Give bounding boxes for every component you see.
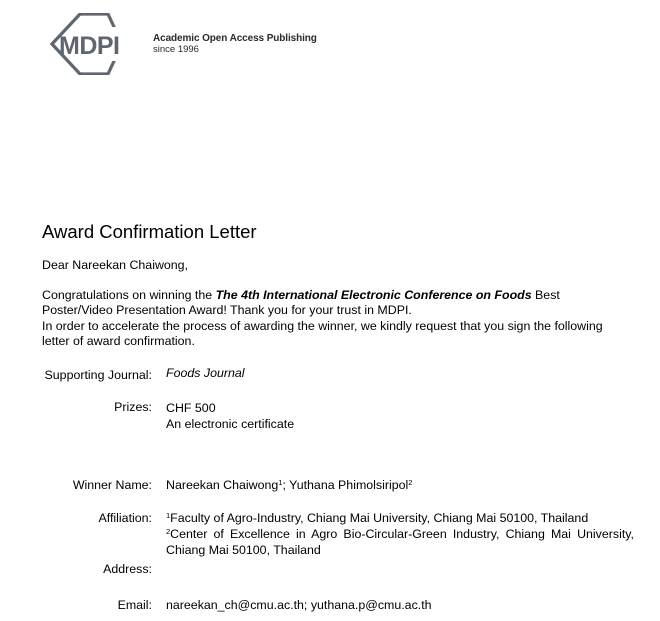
supporting-journal-value [166,365,245,381]
winner-1: Nareekan Chaiwong [166,478,279,492]
letter-title: Award Confirmation Letter [42,221,257,242]
prizes-value [166,400,294,432]
affiliation-1-text: Faculty of Agro-Industry, Chiang Mai University, Chiang Mai 50100, Thailand [170,511,589,525]
logo-text: MDPI [59,32,120,60]
tagline-line2: since 1996 [153,44,199,55]
email-value: nareekan_ch@cmu.ac.th; yuthana.p@cmu.ac.th [166,598,432,612]
journal-name: Foods Journal [166,366,245,380]
greeting: Dear Nareekan Chaiwong, [42,258,189,272]
winner-1-sup: 1 [278,478,283,487]
conference-name: The 4th International Electronic Conference on Foods [215,288,532,302]
affiliation-1-sup: 1 [166,511,171,520]
intro-paragraph [42,288,632,350]
winner-name-value [166,477,412,493]
winner-sep: ; [282,478,290,492]
affiliation-2 [166,526,634,558]
prizes-label: Prizes: [114,400,152,414]
prize-1: CHF 500 [166,401,216,415]
publisher-tagline [153,33,317,55]
address-label: Address: [103,562,152,576]
para-suffix: Best Poster/Video Presentation Award! Thank you for your trust in MDPI. [42,288,560,318]
winner-name-label: Winner Name: [72,478,152,492]
affiliation-value [166,510,634,558]
para-line2: In order to accelerate the process of awarding the winner, we kindly request that you sign the following letter of award confirmation. [42,318,603,349]
mdpi-logo [50,13,144,75]
winner-2: Yuthana Phimolsiripol [289,478,409,492]
para-prefix: Congratulations on winning the [42,288,216,302]
tagline-line1: Academic Open Access Publishing [153,33,317,44]
affiliation-2-sup: 2 [166,527,171,536]
email-label: Email: [117,598,152,612]
affiliation-label: Affiliation: [98,511,152,525]
supporting-journal-label: Supporting Journal: [44,368,152,382]
winner-2-sup: 2 [408,478,413,487]
prize-2: An electronic certificate [166,417,295,431]
affiliation-1 [166,510,634,526]
affiliation-2-text: Center of Excellence in Agro Bio-Circular-Green Industry, Chiang Mai University, Chiang Mai 50100, Thailand [166,527,634,557]
